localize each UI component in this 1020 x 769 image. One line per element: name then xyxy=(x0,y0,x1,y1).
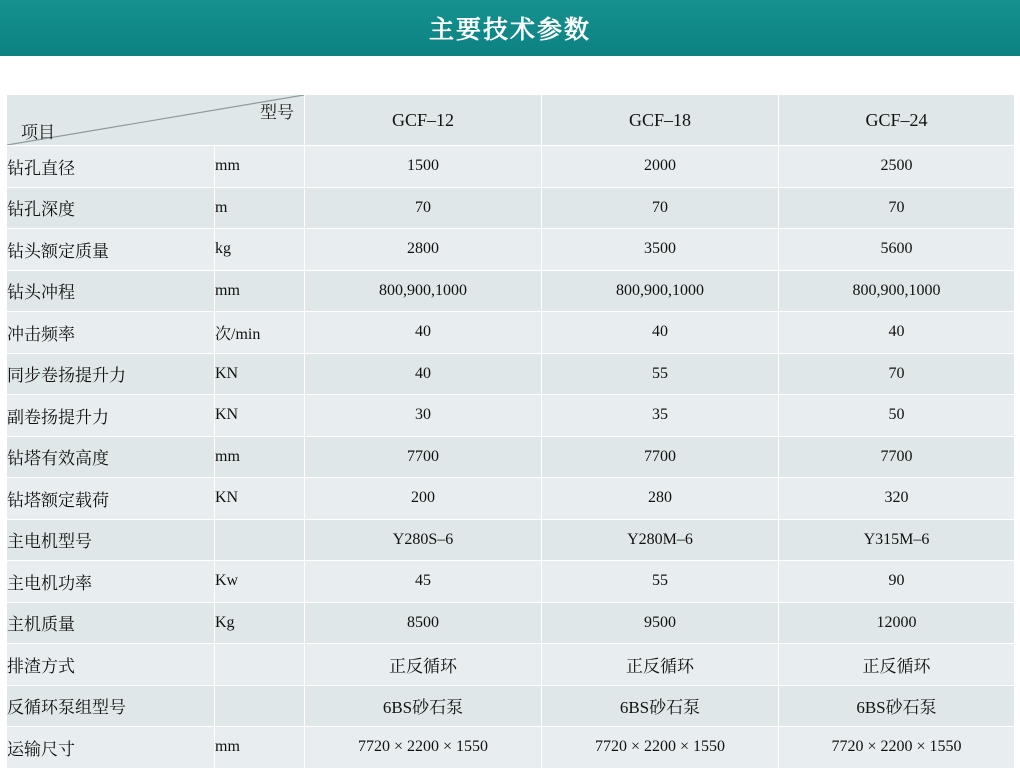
row-value-2: 55 xyxy=(542,353,779,395)
row-value-1: 1500 xyxy=(305,146,542,188)
row-value-2: 2000 xyxy=(542,146,779,188)
row-value-1: 7720 × 2200 × 1550 xyxy=(305,727,542,769)
row-value-3: 70 xyxy=(779,187,1015,229)
row-value-3: 6BS砂石泵 xyxy=(779,685,1015,727)
row-value-1: 6BS砂石泵 xyxy=(305,685,542,727)
row-item-label: 主电机型号 xyxy=(7,519,215,561)
row-value-1: 正反循环 xyxy=(305,644,542,686)
row-value-1: 2800 xyxy=(305,229,542,271)
corner-model-label: 型号 xyxy=(260,103,294,122)
row-value-1: 200 xyxy=(305,478,542,520)
row-item-label: 钻孔深度 xyxy=(7,187,215,229)
corner-item-label: 项目 xyxy=(21,123,55,142)
row-value-1: 70 xyxy=(305,187,542,229)
row-value-3: 5600 xyxy=(779,229,1015,271)
row-value-2: 280 xyxy=(542,478,779,520)
row-unit-label: KN xyxy=(215,353,305,395)
row-item-label: 钻头额定质量 xyxy=(7,229,215,271)
row-value-2: 3500 xyxy=(542,229,779,271)
row-value-1: 40 xyxy=(305,353,542,395)
page-header xyxy=(0,0,1020,56)
row-unit-label: Kw xyxy=(215,561,305,603)
row-value-3: 90 xyxy=(779,561,1015,603)
row-unit-label: m xyxy=(215,187,305,229)
row-value-2: 55 xyxy=(542,561,779,603)
table-row xyxy=(7,478,1015,520)
row-value-3: 40 xyxy=(779,312,1015,354)
table-header-row xyxy=(7,95,1015,146)
table-row xyxy=(7,270,1015,312)
row-value-2: 7720 × 2200 × 1550 xyxy=(542,727,779,769)
row-value-3: 正反循环 xyxy=(779,644,1015,686)
row-value-1: Y280S–6 xyxy=(305,519,542,561)
row-unit-label xyxy=(215,685,305,727)
table-row xyxy=(7,561,1015,603)
row-item-label: 运输尺寸 xyxy=(7,727,215,769)
column-header-1: GCF–12 xyxy=(305,95,542,146)
spec-table xyxy=(6,94,1015,769)
row-value-1: 800,900,1000 xyxy=(305,270,542,312)
row-value-3: 12000 xyxy=(779,602,1015,644)
row-value-1: 8500 xyxy=(305,602,542,644)
row-value-2: 7700 xyxy=(542,436,779,478)
row-unit-label: mm xyxy=(215,146,305,188)
row-value-3: 320 xyxy=(779,478,1015,520)
table-row xyxy=(7,519,1015,561)
row-value-3: 800,900,1000 xyxy=(779,270,1015,312)
row-item-label: 冲击频率 xyxy=(7,312,215,354)
row-item-label: 反循环泵组型号 xyxy=(7,685,215,727)
row-value-3: 70 xyxy=(779,353,1015,395)
page-title: 主要技术参数 xyxy=(428,16,591,44)
row-item-label: 主电机功率 xyxy=(7,561,215,603)
row-value-1: 40 xyxy=(305,312,542,354)
row-item-label: 钻孔直径 xyxy=(7,146,215,188)
row-value-2: 40 xyxy=(542,312,779,354)
table-row xyxy=(7,353,1015,395)
row-value-3: 2500 xyxy=(779,146,1015,188)
row-unit-label: KN xyxy=(215,478,305,520)
row-unit-label: Kg xyxy=(215,602,305,644)
row-item-label: 主机质量 xyxy=(7,602,215,644)
table-row xyxy=(7,146,1015,188)
column-header-2: GCF–18 xyxy=(542,95,779,146)
row-unit-label: mm xyxy=(215,270,305,312)
row-value-1: 7700 xyxy=(305,436,542,478)
table-row xyxy=(7,436,1015,478)
row-value-3: 50 xyxy=(779,395,1015,437)
row-item-label: 钻塔额定载荷 xyxy=(7,478,215,520)
table-row xyxy=(7,312,1015,354)
table-row xyxy=(7,229,1015,271)
table-row xyxy=(7,644,1015,686)
row-item-label: 同步卷扬提升力 xyxy=(7,353,215,395)
row-value-2: 正反循环 xyxy=(542,644,779,686)
row-unit-label: mm xyxy=(215,436,305,478)
row-value-1: 30 xyxy=(305,395,542,437)
row-value-2: 800,900,1000 xyxy=(542,270,779,312)
row-item-label: 副卷扬提升力 xyxy=(7,395,215,437)
row-value-2: 6BS砂石泵 xyxy=(542,685,779,727)
column-header-3: GCF–24 xyxy=(779,95,1015,146)
row-item-label: 钻塔有效高度 xyxy=(7,436,215,478)
row-item-label: 钻头冲程 xyxy=(7,270,215,312)
row-unit-label: 次/min xyxy=(215,312,305,354)
row-value-2: Y280M–6 xyxy=(542,519,779,561)
table-row xyxy=(7,727,1015,769)
row-item-label: 排渣方式 xyxy=(7,644,215,686)
row-value-2: 35 xyxy=(542,395,779,437)
table-row xyxy=(7,395,1015,437)
row-unit-label xyxy=(215,644,305,686)
table-corner-cell xyxy=(7,95,305,146)
row-unit-label: mm xyxy=(215,727,305,769)
row-value-3: 7720 × 2200 × 1550 xyxy=(779,727,1015,769)
table-row xyxy=(7,602,1015,644)
row-value-1: 45 xyxy=(305,561,542,603)
spec-table-container xyxy=(0,56,1020,769)
row-value-3: Y315M–6 xyxy=(779,519,1015,561)
table-row xyxy=(7,187,1015,229)
row-value-3: 7700 xyxy=(779,436,1015,478)
row-unit-label: kg xyxy=(215,229,305,271)
table-row xyxy=(7,685,1015,727)
row-value-2: 9500 xyxy=(542,602,779,644)
row-unit-label: KN xyxy=(215,395,305,437)
row-value-2: 70 xyxy=(542,187,779,229)
spec-table-body xyxy=(7,146,1015,769)
row-unit-label xyxy=(215,519,305,561)
